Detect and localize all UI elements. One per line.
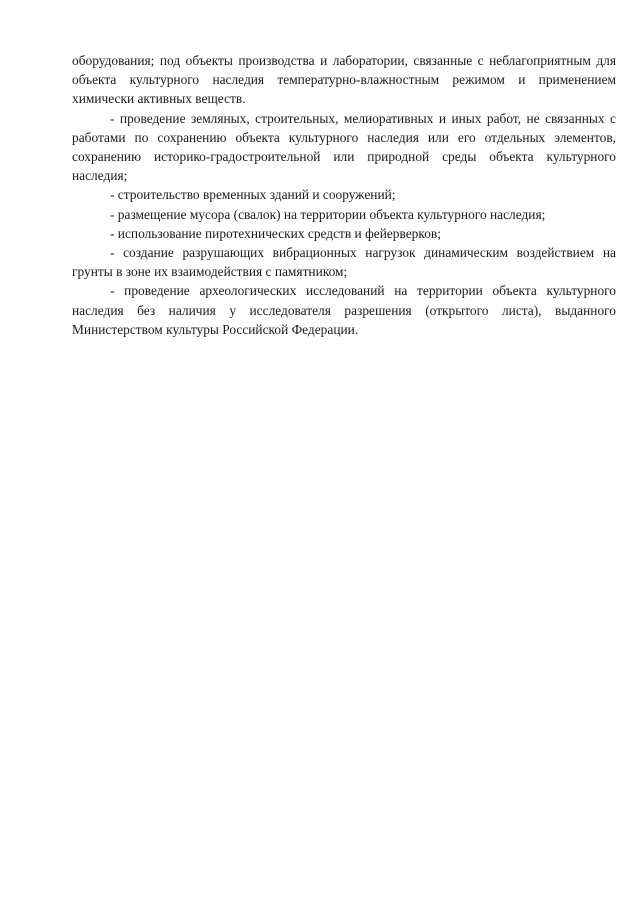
- list-item-vibration: - создание разрушающих вибрационных нагрузок динамическим воздействием на грунты в зоне их взаимодействия с памятником;: [72, 245, 616, 280]
- document-page: [72, 51, 616, 339]
- list-item-archaeology: - проведение археологических исследований на территории объекта культурного наследия без наличия у исследователя разрешения (открытого листа), выданного Министерством культуры Российской Федерации.: [72, 283, 616, 337]
- paragraph-continuation: оборудования; под объекты производства и лаборатории, связанные с неблагоприятным для объекта культурного наследия температурно-влажностным режимом и применением химически активных веществ.: [72, 53, 616, 107]
- list-item-temporary-buildings: - строительство временных зданий и сооружений;: [110, 187, 396, 203]
- list-item-earthworks: - проведение земляных, строительных, мелиоративных и иных работ, не связанных с работами по сохранению объекта культурного наследия или его отдельных элементов, сохранению историко-градостроительной или природной среды объекта культурного наследия;: [72, 110, 616, 184]
- list-item-pyrotechnics: - использование пиротехнических средств и фейерверков;: [110, 225, 441, 241]
- list-item-garbage: - размещение мусора (свалок) на территории объекта культурного наследия;: [110, 206, 546, 222]
